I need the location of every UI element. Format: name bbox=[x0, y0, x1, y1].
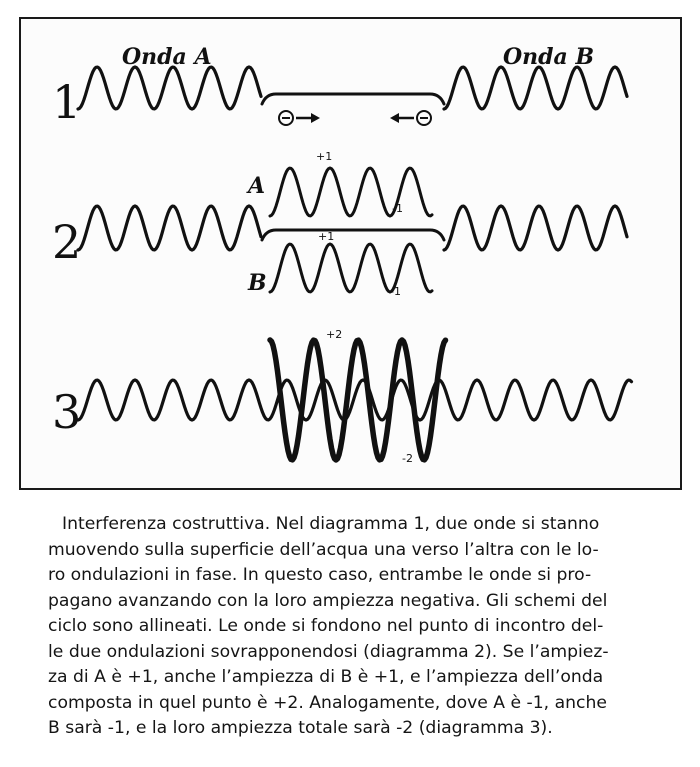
amp-minus2: -2 bbox=[402, 452, 413, 465]
wave-a-row1 bbox=[78, 67, 261, 109]
row2-label-a: A bbox=[248, 173, 266, 199]
onda-a-label: Onda A bbox=[122, 44, 212, 70]
caption-line: composta in quel punto è +2. Analogamente, dove A è -1, anche bbox=[48, 692, 607, 713]
caption-line: ciclo sono allineati. Le onde si fondono nel punto di incontro del- bbox=[48, 616, 604, 636]
caption-line: ro ondulazioni in fase. In questo caso, entrambe le onde si pro- bbox=[48, 565, 592, 585]
amp-minus1-a: -1 bbox=[392, 202, 403, 215]
row2-label-b: B bbox=[248, 270, 267, 296]
onda-b-label: Onda B bbox=[503, 44, 595, 70]
wave-row2-right bbox=[444, 206, 627, 250]
row2-divider bbox=[262, 230, 444, 240]
wave-b-row2 bbox=[270, 244, 432, 292]
wave-row2-left bbox=[78, 206, 261, 250]
caption-line: pagano avanzando con la loro ampiezza negativa. Gli schemi del bbox=[48, 590, 608, 611]
caption-line: le due ondulazioni sovrapponendosi (diagramma 2). Se l’ampiez- bbox=[48, 641, 609, 662]
amp-minus1-b: -1 bbox=[390, 285, 401, 298]
amp-plus1-b: +1 bbox=[318, 230, 335, 243]
row-number-1: 1 bbox=[52, 75, 82, 129]
caption-text bbox=[48, 512, 676, 742]
caption-line: Interferenza costruttiva. Nel diagramma 1, due onde si stanno bbox=[62, 514, 600, 534]
amp-plus2: +2 bbox=[326, 328, 343, 341]
caption-line: muovendo sulla superficie dell’acqua una verso l’altra con le lo- bbox=[48, 539, 599, 560]
charge-right-icon bbox=[390, 111, 431, 125]
wave-gap-bar bbox=[262, 94, 444, 104]
wave-b-row1 bbox=[444, 67, 627, 109]
wave-composite-row3 bbox=[78, 380, 632, 420]
caption-line: B sarà -1, e la loro ampiezza totale sarà -2 (diagramma 3). bbox=[48, 718, 553, 738]
row-number-2: 2 bbox=[52, 215, 82, 269]
amp-plus1-a: +1 bbox=[316, 150, 333, 163]
row-number-3: 3 bbox=[52, 385, 82, 439]
wave-a-row2 bbox=[270, 168, 432, 216]
caption-line: za di A è +1, anche l’ampiezza di B è +1, e l’ampiezza dell’onda bbox=[48, 667, 604, 687]
charge-left-icon bbox=[279, 111, 320, 125]
